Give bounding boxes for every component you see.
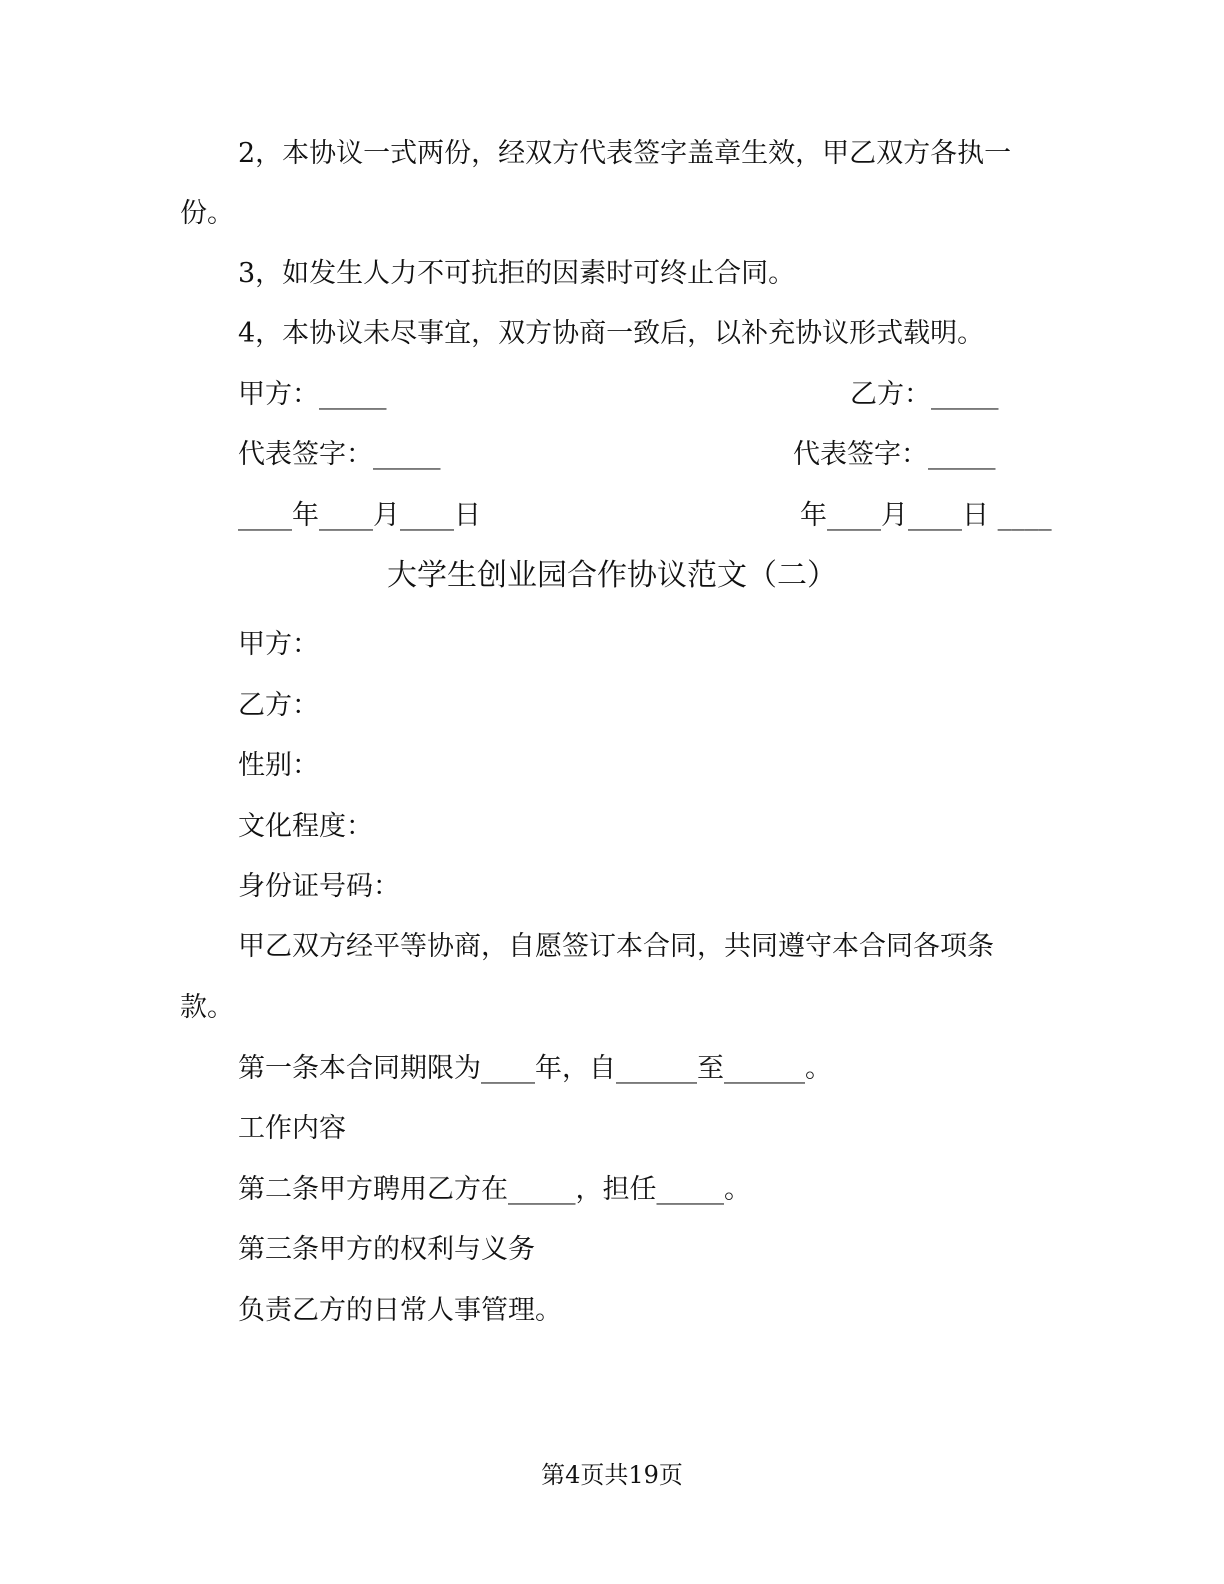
section-title: 大学生创业园合作协议范文（二） xyxy=(387,558,837,593)
date-a: ____年____月____日 xyxy=(238,500,481,531)
rep-a-signature: 代表签字：_____ xyxy=(238,439,441,470)
field-id-number: 身份证号码： xyxy=(238,871,400,902)
article-2: 第二条甲方聘用乙方在_____，担任_____。 xyxy=(238,1174,751,1205)
article-3: 第三条甲方的权利与义务 xyxy=(238,1234,535,1265)
clause-3: 3，如发生人力不可抗拒的因素时可终止合同。 xyxy=(238,258,796,289)
article-3-item: 负责乙方的日常人事管理。 xyxy=(238,1295,562,1326)
clause-2-line-1: 2，本协议一式两份，经双方代表签字盖章生效，甲乙双方各执一 xyxy=(238,138,1012,169)
article-1: 第一条本合同期限为____年，自______至______。 xyxy=(238,1053,832,1084)
clause-2-line-2: 份。 xyxy=(180,198,234,229)
field-party-a: 甲方： xyxy=(238,629,319,660)
field-party-b: 乙方： xyxy=(238,690,319,721)
clause-4: 4，本协议未尽事宜，双方协商一致后，以补充协议形式载明。 xyxy=(238,318,985,349)
field-education: 文化程度： xyxy=(238,811,373,842)
page-footer: 第4页共19页 xyxy=(541,1461,683,1489)
party-a-signature: 甲方：_____ xyxy=(238,379,387,410)
body-paragraph-line-2: 款。 xyxy=(180,992,234,1023)
rep-b-signature: 代表签字：_____ xyxy=(793,439,996,470)
party-b-signature: 乙方：_____ xyxy=(850,379,999,410)
field-gender: 性别： xyxy=(238,750,319,781)
heading-work-content: 工作内容 xyxy=(238,1113,346,1144)
date-b: 年____月____日 ____ xyxy=(800,500,1052,531)
body-paragraph-line-1: 甲乙双方经平等协商，自愿签订本合同，共同遵守本合同各项条 xyxy=(238,931,994,962)
